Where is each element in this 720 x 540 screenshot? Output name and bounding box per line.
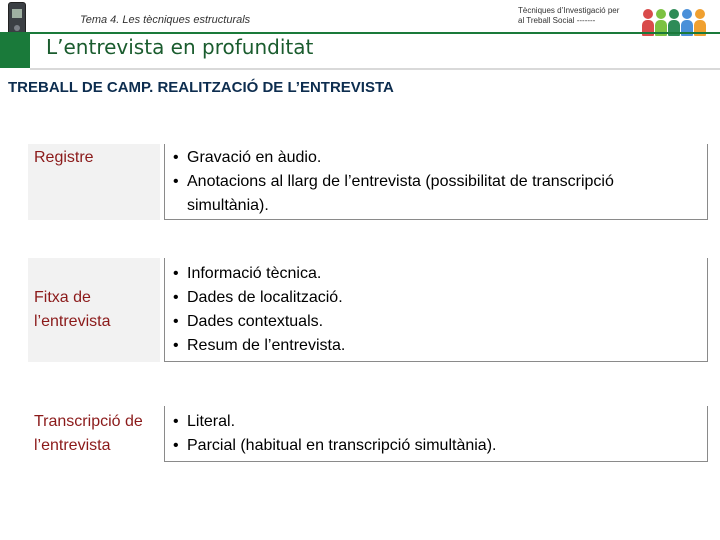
list-item: • Parcial (habitual en transcripció simultània). [173,434,699,458]
bullet-list [173,146,699,218]
course-label-line1: Tècniques d’Investigació per [518,6,620,15]
list-item: • Anotacions al llarg de l’entrevista (possibilitat de transcripció simultània). [173,170,699,218]
list-item: • Dades contextuals. [173,310,699,334]
bullet-list [173,410,699,458]
row-label-text: Fitxa de l’entrevista [34,289,111,330]
row-content [164,406,708,462]
course-label-line2: al Treball Social ------- [518,16,596,25]
row-label [28,258,160,362]
row-label-text: Registre [34,149,94,166]
list-item: • Literal. [173,410,699,434]
page-title: L’entrevista en profunditat [46,35,314,59]
header-divider [30,68,720,70]
list-item: • Resum de l’entrevista. [173,334,699,358]
row-label-text: Transcripció de l’entrevista [34,413,143,454]
topic-label: Tema 4. Les tècniques estructurals [80,14,251,26]
row-label [28,406,164,462]
list-item: • Informació tècnica. [173,262,699,286]
row-content [164,258,708,362]
header-accent-block [0,34,30,68]
row-label [28,144,160,220]
list-item: • Gravació en àudio. [173,146,699,170]
people-group-icon [640,0,716,36]
list-item: • Dades de localització. [173,286,699,310]
course-label [518,6,638,26]
row-content [164,144,708,220]
section-title: TREBALL DE CAMP. REALITZACIÓ DE L’ENTREVISTA [8,79,394,96]
bullet-list [173,262,699,358]
